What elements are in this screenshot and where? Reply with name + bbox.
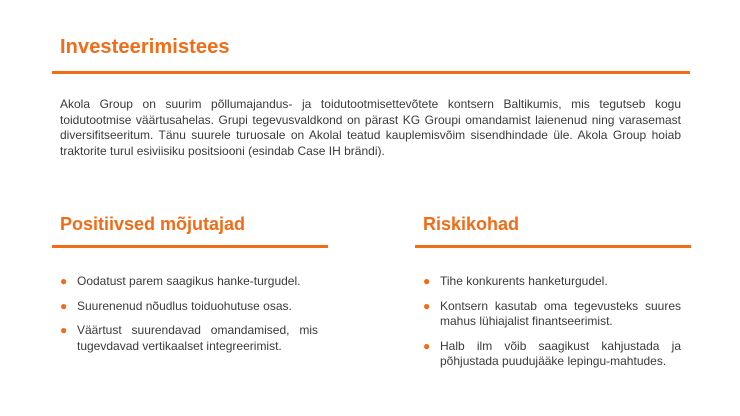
positive-list <box>60 274 318 363</box>
list-item-text: Väärtust suurendavad omandamised, mis tugevdavad vertikaalset integreerimist. <box>77 323 318 353</box>
list-item <box>423 299 681 330</box>
risks-divider <box>415 245 691 248</box>
list-item-text: Kontsern kasutab oma tegevusteks suures mahus lühiajalist finantseerimist. <box>440 298 681 328</box>
bullet-icon: ● <box>60 323 68 337</box>
positive-section <box>52 212 328 353</box>
list-item <box>423 339 681 370</box>
bullet-icon: ● <box>60 298 68 313</box>
list-item <box>60 299 318 315</box>
risks-list <box>423 274 681 379</box>
positive-divider <box>52 245 328 248</box>
risks-heading: Riskikohad <box>423 214 520 234</box>
list-item-text: Halb ilm võib saagikust kahjustada ja põhjustada puudujääke lepingu-mahtudes. <box>440 338 681 368</box>
list-item <box>60 323 318 354</box>
bullet-icon: ● <box>423 274 431 288</box>
intro-paragraph: Akola Group on suurim põllumajandus- ja toidutootmisettevõtete kontsern Baltikumis, mis tegutseb kogu toidutootmise väärtusahelas. Grupi tegevusvaldkond on pärast KG Groupi omandamist laienenud ning varasemast diversifitseeritum. Tänu suurele turuosale on Akolal teatud kauplemisvõim sisendhindade üle. Akola Group hoiab traktorite turul esiviisiku positsiooni (esindab Case IH brändi). <box>60 97 681 158</box>
bullet-icon: ● <box>423 298 431 313</box>
list-item-text: Suurenenud nõudlus toiduohutuse osas. <box>77 298 292 313</box>
list-item-text: Oodatust parem saagikus hanke-turgudel. <box>77 274 301 288</box>
list-item <box>423 274 681 290</box>
bullet-icon: ● <box>60 274 68 288</box>
title-divider <box>52 71 690 74</box>
risks-section <box>415 212 691 368</box>
page-title: Investeerimistees <box>60 36 230 58</box>
bullet-icon: ● <box>423 338 431 353</box>
list-item-text: Tihe konkurents hanketurgudel. <box>440 274 608 288</box>
list-item <box>60 274 318 290</box>
positive-heading: Positiivsed mõjutajad <box>60 214 246 234</box>
